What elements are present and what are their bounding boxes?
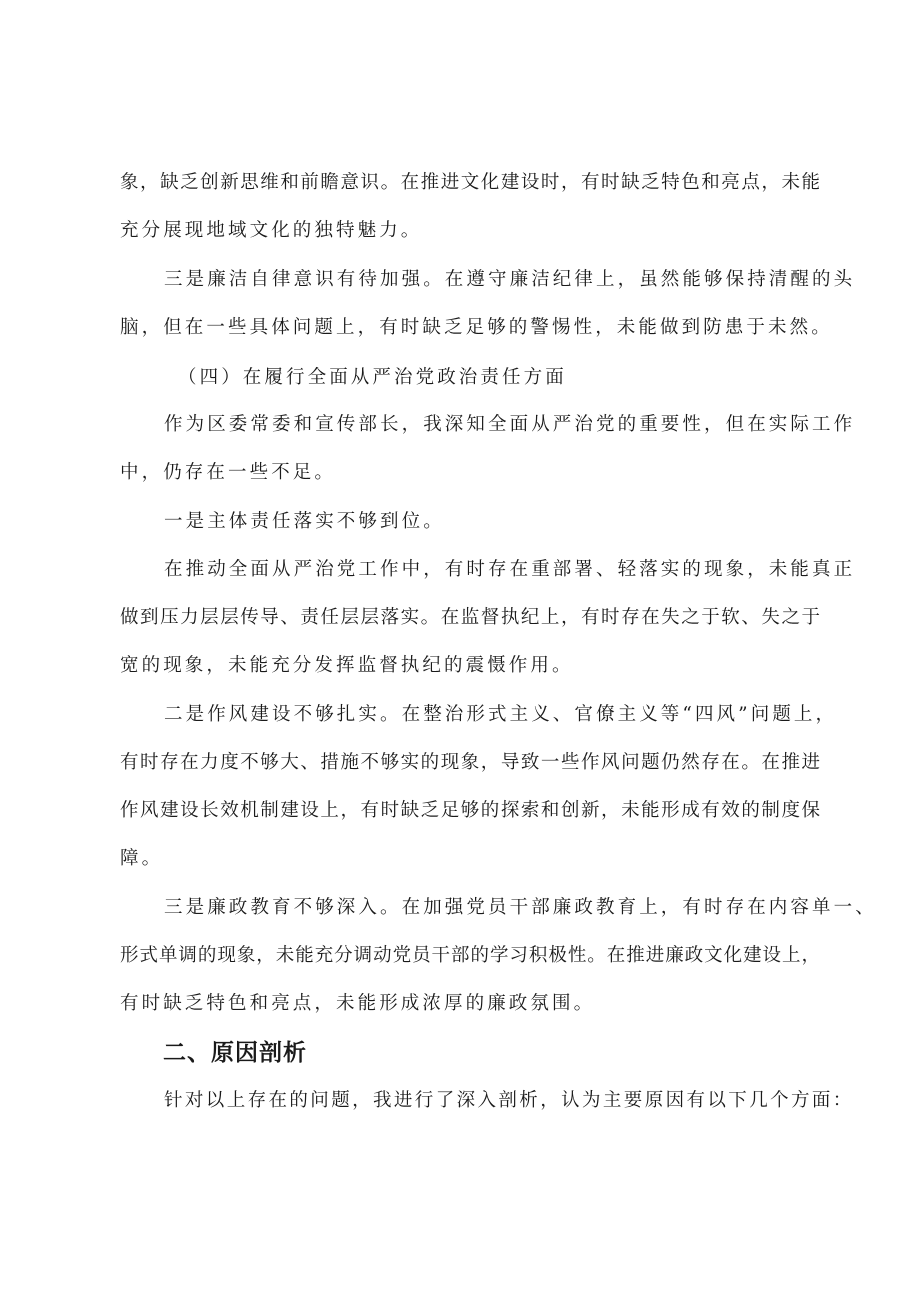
paragraph-line: 中，仍存在一些不足。 [120, 462, 337, 483]
subsection-heading: （四）在履行全面从严治党政治责任方面 [178, 367, 567, 388]
paragraph-line: 三是廉政教育不够深入。在加强党员干部廉政教育上，有时存在内容单一、 [164, 897, 877, 918]
paragraph-line: 一是主体责任落实不够到位。 [164, 511, 445, 532]
paragraph-line: 做到压力层层传导、责任层层落实。在监督执纪上，有时存在失之于软、失之于 [120, 607, 820, 628]
paragraph-line: 形式单调的现象，未能充分调动党员干部的学习积极性。在推进廉政文化建设上， [120, 945, 820, 966]
paragraph-line: 障。 [120, 848, 164, 869]
paragraph-line: 充分展现地域文化的独特魅力。 [120, 220, 423, 241]
paragraph-line: 有时存在力度不够大、措施不够实的现象，导致一些作风问题仍然存在。在推进 [120, 752, 820, 773]
paragraph-line: 有时缺乏特色和亮点，未能形成浓厚的廉政氛围。 [120, 993, 596, 1014]
paragraph-line: 在推动全面从严治党工作中，有时存在重部署、轻落实的现象，未能真正 [164, 559, 856, 580]
paragraph-line: 针对以上存在的问题，我进行了深入剖析，认为主要原因有以下几个方面： [164, 1090, 854, 1111]
section-heading: 二、原因剖析 [163, 1040, 307, 1066]
paragraph-line: 作为区委常委和宣传部长，我深知全面从严治党的重要性，但在实际工作 [164, 414, 856, 435]
paragraph-line: 脑，但在一些具体问题上，有时缺乏足够的警惕性，未能做到防患于未然。 [120, 317, 833, 338]
paragraph-line: 二是作风建设不够扎实。在整治形式主义、官僚主义等“四风”问题上， [164, 704, 838, 725]
paragraph-line: 宽的现象，未能充分发挥监督执纪的震慑作用。 [120, 655, 574, 676]
paragraph-line: 作风建设长效机制建设上，有时缺乏足够的探索和创新，未能形成有效的制度保 [120, 800, 820, 821]
paragraph-line: 象，缺乏创新思维和前瞻意识。在推进文化建设时，有时缺乏特色和亮点，未能 [120, 172, 820, 193]
paragraph-line: 三是廉洁自律意识有待加强。在遵守廉洁纪律上，虽然能够保持清醒的头 [164, 269, 856, 290]
